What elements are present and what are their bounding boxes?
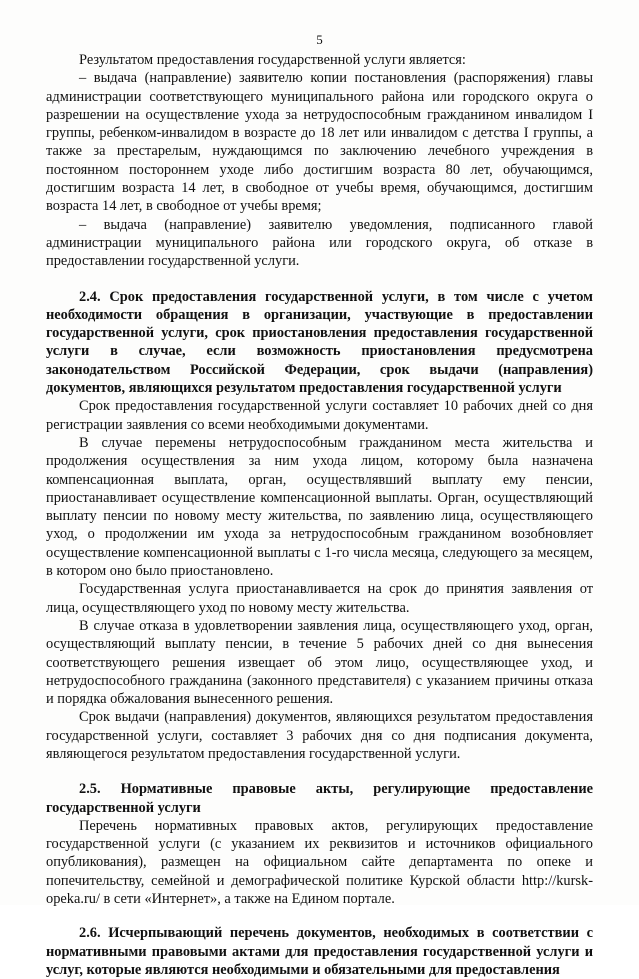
section-2-4-heading: 2.4. Срок предоставления государственной услуги, в том числе с учетом необходимости обращения в организации, участвующие в предоставлении государственной услуги, срок приостановления предоставления государственной услуги в случае, если возможность приостановления предусмотрена законодательством Российской Федерации, срок выдачи (направления) документов, являющихся результатом предоставления государственной услуги	[46, 288, 593, 397]
result-item-copy-resolution: – выдача (направление) заявителю копии постановления (распоряжения) главы администрации соответствующего муниципального района или городского округа о разрешении на осуществление ухода за нетрудоспособным гражданином инвалидом I группы, ребенком-инвалидом в возрасте до 18 лет или инвалидом с детства I группы, а также за престарелым, нуждающимся по заключению лечебного учреждения в постоянном постороннем уходе либо достигшим возраста 80 лет, обучающимся, достигшим возраста 14 лет, в свободное от учебы время, обучающимся, достигшим возраста 14 лет, в свободное от учебы время;	[46, 70, 593, 215]
section-2-4-paragraph-5: Срок выдачи (направления) документов, являющихся результатом предоставления государственной услуги, составляет 3 рабочих дня со дня подписания документа, являющегося результатом предоставления государственной услуги.	[46, 709, 593, 762]
result-intro: Результатом предоставления государственной услуги является:	[79, 52, 466, 68]
section-2-5-heading: 2.5. Нормативные правовые акты, регулирующие предоставление	[79, 781, 593, 798]
section-2-5-paragraph-1: Перечень нормативных правовых актов, регулирующих предоставление государственной услуги (с указанием их реквизитов и источников официального опубликования), размещен на официальном сайте департамента по опеке и попечительству, семейной и демографической политике Курской области http://kursk-opeka.ru/ в сети «Интернет», а также на Едином портале.	[46, 817, 593, 908]
page-content	[46, 51, 593, 979]
section-2-4-paragraph-1: Срок предоставления государственной услуги составляет 10 рабочих дней со дня регистрации заявления со всеми необходимыми документами.	[46, 398, 593, 433]
section-2-4-paragraph-2: В случае перемены нетрудоспособным гражданином места жительства и продолжения осуществления за ним ухода лицом, которому была назначена компенсационная выплата, орган, осуществлявший выплату ему пенсии, приостанавливает осуществление компенсационной выплаты. Орган, осуществляющий выплату пенсии по новому месту жительства, по заявлению лица, осуществляющего уход, о продолжении им ухода за нетрудоспособным гражданином возобновляет осуществление компенсационной выплаты с 1-го числа месяца, следующего за месяцем, в котором оно было приостановлено.	[46, 434, 593, 580]
section-2-4-paragraph-3: Государственная услуга приостанавливается на срок до принятия заявления от лица, осуществляющего уход по новому месту жительства.	[46, 581, 593, 616]
section-2-6-heading: 2.6. Исчерпывающий перечень документов, необходимых в соответствии с нормативными правовыми актами для предоставления государственной услуги и услуг, которые являются необходимыми и обязательными для предоставления	[46, 925, 593, 978]
result-item-refusal-notice: – выдача (направление) заявителю уведомления, подписанного главой администрации муниципального района или городского округа, об отказе в предоставлении государственной услуги.	[46, 216, 593, 270]
section-2-4-paragraph-4: В случае отказа в удовлетворении заявления лица, осуществляющего уход, орган, осуществляющий выплату пенсии, в течение 5 рабочих дней со дня вынесения соответствующего решения извещает об этом лицо, осуществляющее уход, и нетрудоспособного гражданина (законного представителя) с указанием причины отказа и порядка обжалования вынесенного решения.	[46, 617, 593, 708]
page-number: 5	[316, 32, 323, 47]
section-2-5-heading-continuation: государственной услуги	[46, 799, 201, 816]
